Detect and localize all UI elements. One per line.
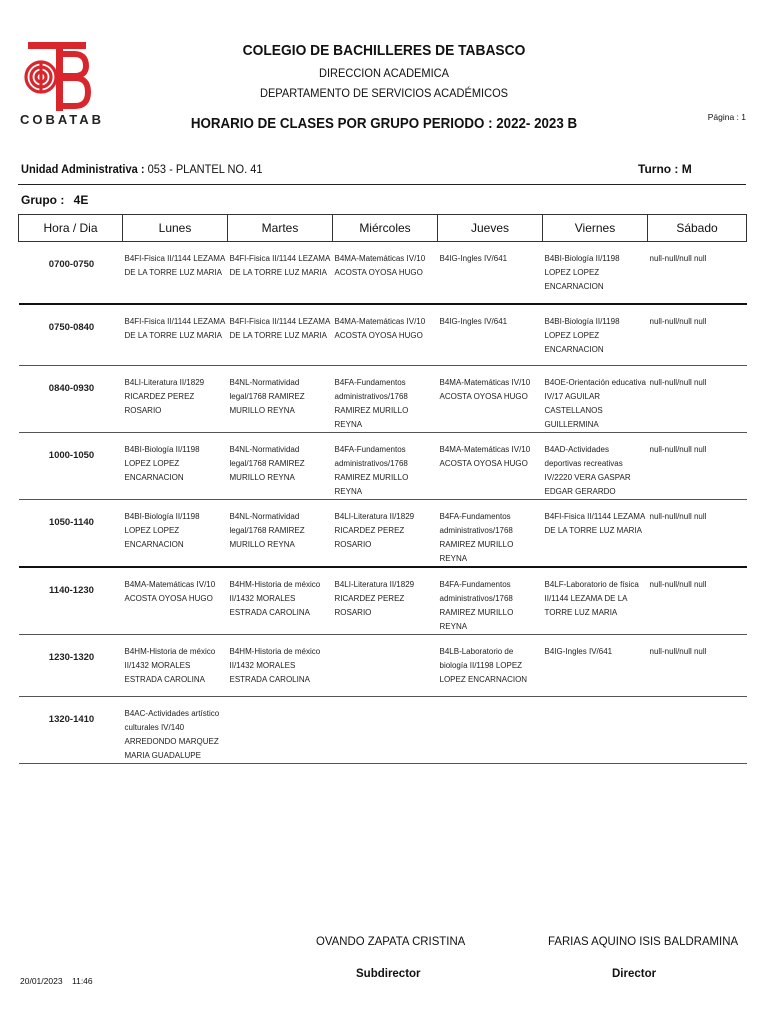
class-cell: B4BI-Biología II/1198 LOPEZ LOPEZ ENCARNACION bbox=[123, 433, 228, 500]
grupo-value: 4E bbox=[73, 193, 89, 207]
turno-value: M bbox=[681, 162, 692, 176]
turno-label: Turno : bbox=[638, 162, 679, 176]
column-header-viernes: Viernes bbox=[543, 215, 648, 242]
direction-name: DIRECCION ACADEMICA bbox=[318, 66, 450, 80]
table-row bbox=[19, 500, 747, 568]
column-header-miercoles: Miércoles bbox=[333, 215, 438, 242]
class-cell: B4OE-Orientación educativa IV/17 AGUILAR CASTELLANOS GUILLERMINA bbox=[543, 366, 648, 433]
class-cell: B4IG-Ingles IV/641 bbox=[543, 635, 648, 697]
class-cell: null-null/null null bbox=[648, 366, 747, 433]
class-cell: B4FA-Fundamentos administrativos/1768 RAMIREZ MURILLO REYNA bbox=[438, 567, 543, 635]
class-cell bbox=[648, 697, 747, 764]
column-header-jueves: Jueves bbox=[438, 215, 543, 242]
class-cell: B4IG-Ingles IV/641 bbox=[438, 242, 543, 304]
table-row bbox=[19, 697, 747, 764]
print-time: 11:46 bbox=[72, 976, 93, 986]
table-header-row bbox=[19, 215, 747, 242]
class-cell: B4LI-Literatura II/1829 RICARDEZ PEREZ ROSARIO bbox=[333, 500, 438, 568]
table-row bbox=[19, 567, 747, 635]
column-header-sabado: Sábado bbox=[648, 215, 747, 242]
class-cell: B4NL-Normatividad legal/1768 RAMIREZ MURILLO REYNA bbox=[228, 500, 333, 568]
grupo-label: Grupo : bbox=[21, 193, 65, 207]
class-cell: null-null/null null bbox=[648, 433, 747, 500]
class-cell: B4FI-Fisica II/1144 LEZAMA DE LA TORRE LUZ MARIA bbox=[228, 242, 333, 304]
unidad-label: Unidad Administrativa : bbox=[21, 162, 145, 176]
class-cell: B4FA-Fundamentos administrativos/1768 RAMIREZ MURILLO REYNA bbox=[333, 433, 438, 500]
class-cell: null-null/null null bbox=[648, 304, 747, 366]
class-cell: B4MA-Matemáticas IV/10 ACOSTA OYOSA HUGO bbox=[438, 433, 543, 500]
class-cell: B4LF-Laboratorio de física II/1144 LEZAMA DE LA TORRE LUZ MARIA bbox=[543, 567, 648, 635]
hora-cell: 1320-1410 bbox=[19, 697, 123, 764]
class-cell: B4LI-Literatura II/1829 RICARDEZ PEREZ ROSARIO bbox=[123, 366, 228, 433]
table-row bbox=[19, 366, 747, 433]
hora-cell: 1230-1320 bbox=[19, 635, 123, 697]
class-cell: B4MA-Matemáticas IV/10 ACOSTA OYOSA HUGO bbox=[333, 304, 438, 366]
class-cell: B4AD-Actividades deportivas recreativas IV/2220 VERA GASPAR EDGAR GERARDO bbox=[543, 433, 648, 500]
class-cell: B4NL-Normatividad legal/1768 RAMIREZ MURILLO REYNA bbox=[228, 433, 333, 500]
class-cell: B4FA-Fundamentos administrativos/1768 RAMIREZ MURILLO REYNA bbox=[438, 500, 543, 568]
class-cell bbox=[543, 697, 648, 764]
class-cell: null-null/null null bbox=[648, 635, 747, 697]
unidad-value: 053 - PLANTEL NO. 41 bbox=[147, 162, 263, 176]
table-row bbox=[19, 635, 747, 697]
hora-cell: 0700-0750 bbox=[19, 242, 123, 304]
column-header-lunes: Lunes bbox=[123, 215, 228, 242]
class-cell: B4BI-Biología II/1198 LOPEZ LOPEZ ENCARNACION bbox=[543, 304, 648, 366]
class-cell: B4HM-Historia de méxico II/1432 MORALES ESTRADA CAROLINA bbox=[123, 635, 228, 697]
schedule-table bbox=[18, 214, 747, 764]
class-cell bbox=[228, 697, 333, 764]
logo-text: COBATAB bbox=[20, 112, 105, 127]
print-date: 20/01/2023 bbox=[20, 976, 63, 986]
column-header-martes: Martes bbox=[228, 215, 333, 242]
class-cell: B4HM-Historia de méxico II/1432 MORALES ESTRADA CAROLINA bbox=[228, 635, 333, 697]
class-cell: B4FI-Fisica II/1144 LEZAMA DE LA TORRE LUZ MARIA bbox=[123, 304, 228, 366]
document-title: HORARIO DE CLASES POR GRUPO PERIODO : 2022- 2023 B bbox=[190, 116, 578, 132]
hora-cell: 1140-1230 bbox=[19, 567, 123, 635]
director-name: FARIAS AQUINO ISIS BALDRAMINA bbox=[548, 934, 739, 948]
class-cell: null-null/null null bbox=[648, 567, 747, 635]
hora-cell: 0840-0930 bbox=[19, 366, 123, 433]
class-cell: B4BI-Biología II/1198 LOPEZ LOPEZ ENCARNACION bbox=[543, 242, 648, 304]
hora-cell: 0750-0840 bbox=[19, 304, 123, 366]
grupo bbox=[21, 193, 88, 207]
class-cell: null-null/null null bbox=[648, 500, 747, 568]
class-cell bbox=[333, 635, 438, 697]
class-cell: B4LI-Literatura II/1829 RICARDEZ PEREZ ROSARIO bbox=[333, 567, 438, 635]
class-cell: B4FI-Fisica II/1144 LEZAMA DE LA TORRE LUZ MARIA bbox=[123, 242, 228, 304]
class-cell: B4NL-Normatividad legal/1768 RAMIREZ MURILLO REYNA bbox=[228, 366, 333, 433]
class-cell: B4BI-Biología II/1198 LOPEZ LOPEZ ENCARNACION bbox=[123, 500, 228, 568]
turno bbox=[638, 162, 692, 176]
subdirector-role: Subdirector bbox=[356, 968, 421, 980]
class-cell: B4AC-Actividades artístico culturales IV/140 ARREDONDO MARQUEZ MARIA GUADALUPE bbox=[123, 697, 228, 764]
page-number: Página : 1 bbox=[707, 112, 746, 122]
table-row bbox=[19, 242, 747, 304]
director-role: Director bbox=[612, 968, 657, 980]
class-cell: B4MA-Matemáticas IV/10 ACOSTA OYOSA HUGO bbox=[438, 366, 543, 433]
subdirector-name: OVANDO ZAPATA CRISTINA bbox=[316, 934, 466, 948]
department-name: DEPARTAMENTO DE SERVICIOS ACADÉMICOS bbox=[259, 86, 509, 100]
class-cell: B4HM-Historia de méxico II/1432 MORALES ESTRADA CAROLINA bbox=[228, 567, 333, 635]
class-cell: B4LB-Laboratorio de biología II/1198 LOPEZ LOPEZ ENCARNACION bbox=[438, 635, 543, 697]
class-cell bbox=[333, 697, 438, 764]
unidad-administrativa bbox=[21, 162, 263, 176]
table-row bbox=[19, 433, 747, 500]
class-cell: B4FA-Fundamentos administrativos/1768 RAMIREZ MURILLO REYNA bbox=[333, 366, 438, 433]
class-cell: null-null/null null bbox=[648, 242, 747, 304]
divider bbox=[18, 184, 746, 185]
hora-cell: 1000-1050 bbox=[19, 433, 123, 500]
class-cell: B4FI-Fisica II/1144 LEZAMA DE LA TORRE LUZ MARIA bbox=[543, 500, 648, 568]
class-cell: B4MA-Matemáticas IV/10 ACOSTA OYOSA HUGO bbox=[123, 567, 228, 635]
college-name: COLEGIO DE BACHILLERES DE TABASCO bbox=[242, 42, 526, 59]
class-cell bbox=[438, 697, 543, 764]
class-cell: B4FI-Fisica II/1144 LEZAMA DE LA TORRE LUZ MARIA bbox=[228, 304, 333, 366]
table-row bbox=[19, 304, 747, 366]
column-header-hora: Hora / Dia bbox=[19, 215, 123, 242]
class-cell: B4IG-Ingles IV/641 bbox=[438, 304, 543, 366]
hora-cell: 1050-1140 bbox=[19, 500, 123, 568]
class-cell: B4MA-Matemáticas IV/10 ACOSTA OYOSA HUGO bbox=[333, 242, 438, 304]
